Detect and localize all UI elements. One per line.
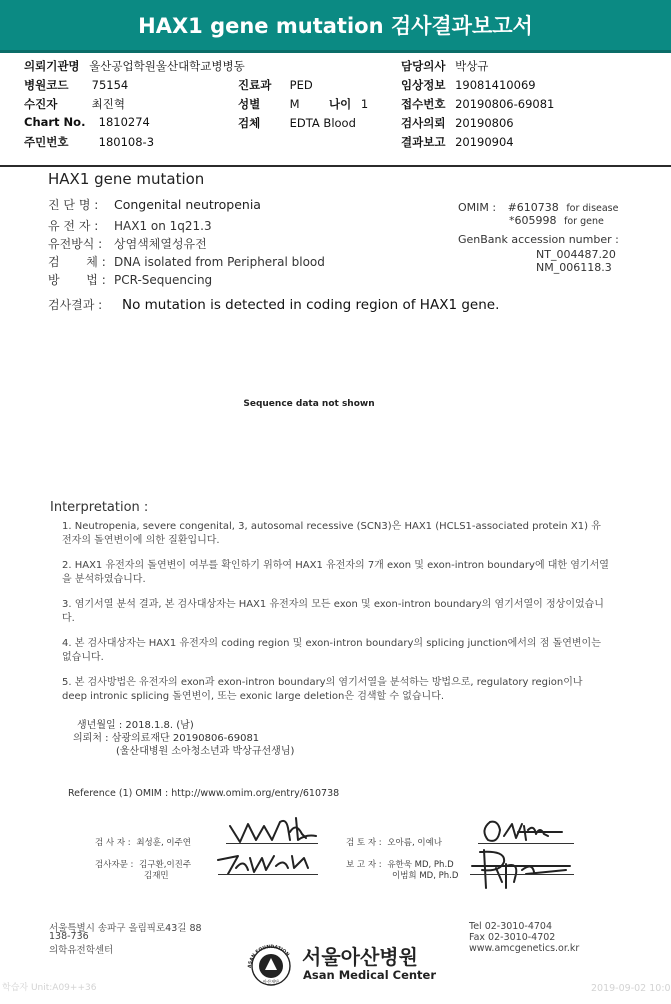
reporter-names-1: 유한욱 MD, Ph.D bbox=[387, 860, 454, 870]
age-value: 1 bbox=[360, 97, 369, 111]
inheritance-value: 상염색체열성유전 bbox=[114, 237, 207, 251]
attending-label: 담당의사 bbox=[401, 59, 446, 73]
attending-value: 박상규 bbox=[455, 59, 489, 73]
reviewer-row bbox=[346, 836, 442, 848]
asan-foundation-logo-icon bbox=[244, 938, 298, 986]
address-line-1: 서울특별시 송파구 올림픽로43길 88 bbox=[49, 923, 202, 934]
patient-field bbox=[24, 96, 125, 112]
sex-value: M bbox=[289, 97, 300, 111]
reviewer-label: 검 토 자 : bbox=[346, 838, 382, 848]
tester-row bbox=[95, 836, 191, 848]
logo-ring-text: ASAN FOUNDATION bbox=[247, 944, 290, 969]
institution-value: 울산공업학원울산대학교병병동 bbox=[89, 59, 245, 73]
address-line-2: 138-736 bbox=[49, 931, 89, 942]
omim-disease bbox=[458, 201, 618, 214]
interpretation-item: 1. Neutropenia, severe congenital, 3, autosomal recessive (SCN3)은 HAX1 (HCLS1-associated protein X1) 유전자의 돌연변이에 의한 질환입니다. bbox=[62, 521, 601, 546]
tester-signature-line bbox=[226, 843, 318, 844]
patient-value: 최진혁 bbox=[91, 97, 125, 111]
watermark-left: 학습자 Unit:A09++36 bbox=[2, 983, 97, 993]
specimen-row-value: DNA isolated from Peripheral blood bbox=[114, 255, 325, 269]
dept-label: 진료과 bbox=[238, 78, 272, 92]
logo-small-text: 아산재단 bbox=[262, 979, 280, 984]
diagnosis-value: Congenital neutropenia bbox=[114, 197, 261, 212]
sequence-note: Sequence data not shown bbox=[243, 399, 375, 409]
requester-sub: (울산대병원 소아청소년과 박상규선생님) bbox=[116, 746, 295, 757]
inheritance-row bbox=[48, 235, 207, 252]
interpretation-list bbox=[62, 520, 610, 703]
rrn-value: 180108-3 bbox=[98, 135, 155, 149]
omim-label: OMIM : bbox=[458, 201, 497, 214]
method-row bbox=[48, 271, 212, 288]
sex-field bbox=[238, 96, 300, 112]
center-name-english: Asan Medical Center bbox=[303, 968, 437, 982]
request-label: 검사의뢰 bbox=[401, 116, 446, 130]
report-title: HAX1 gene mutation 검사결과보고서 bbox=[0, 0, 671, 50]
chart-value: 1810274 bbox=[98, 115, 150, 129]
omim-gene bbox=[509, 214, 604, 227]
request-value: 20190806 bbox=[455, 116, 514, 130]
center-name-korean: 서울아산병원 bbox=[302, 945, 418, 969]
sex-label: 성별 bbox=[238, 97, 261, 111]
report-heading: HAX1 gene mutation bbox=[48, 170, 205, 188]
reporter-signature-line bbox=[470, 874, 574, 875]
receipt-value: 20190806-69081 bbox=[455, 97, 555, 111]
patient-label: 수진자 bbox=[24, 97, 58, 111]
assistant-names-1: 김구환,이진주 bbox=[139, 860, 192, 870]
assistant-names-2: 김재민 bbox=[144, 871, 169, 881]
report-date-field bbox=[401, 134, 514, 150]
header-divider bbox=[0, 165, 671, 167]
rrn-label: 주민번호 bbox=[24, 135, 69, 149]
report-date-label: 결과보고 bbox=[401, 135, 446, 149]
watermark-right: 2019-09-02 10:0 bbox=[591, 983, 671, 994]
age-field bbox=[329, 96, 368, 112]
address-line-3: 의학유전학센터 bbox=[49, 945, 114, 956]
tester-signature bbox=[226, 814, 326, 850]
result-value: No mutation is detected in coding region of HAX1 gene. bbox=[122, 297, 500, 313]
hospital-code-label: 병원코드 bbox=[24, 78, 69, 92]
gene-value: HAX1 on 1q21.3 bbox=[114, 219, 212, 233]
tel: Tel 02-3010-4704 bbox=[469, 921, 552, 932]
inheritance-label: 유전방식 : bbox=[48, 237, 103, 251]
rrn-field bbox=[24, 134, 154, 150]
clinical-label: 임상정보 bbox=[401, 78, 446, 92]
reporter-names-2: 이범희 MD, Ph.D bbox=[392, 871, 459, 881]
hospital-code-field bbox=[24, 77, 128, 93]
omim-gene-id: *605998 bbox=[509, 214, 557, 227]
specimen-row-label: 검 체 : bbox=[48, 255, 106, 269]
receipt-label: 접수번호 bbox=[401, 97, 446, 111]
interpretation-item: 5. 본 검사방법은 유전자의 exon과 exon-intron boundary의 염기서열을 분석하는 방법으로, regulatory region이나 deep intronic splicing 돌연변이, 또는 exonic large deletion은 검색할 수 없습니다. bbox=[62, 677, 583, 702]
assistant-label: 검사자문 : bbox=[95, 860, 134, 870]
interpretation-item: 2. HAX1 유전자의 돌연변이 여부를 확인하기 위하여 HAX1 유전자의 7개 exon 및 exon-intron boundary에 대한 염기서열을 분석하였습니다. bbox=[62, 560, 609, 585]
result-label: 검사결과 : bbox=[48, 298, 103, 312]
tester-names: 최성훈, 이주연 bbox=[136, 838, 191, 848]
clinical-field bbox=[401, 77, 536, 93]
title-underline bbox=[0, 50, 671, 53]
diagnosis-row bbox=[48, 196, 261, 213]
interpretation-heading: Interpretation : bbox=[50, 500, 149, 515]
genbank-id-2: NM_006118.3 bbox=[536, 261, 612, 274]
specimen-field bbox=[238, 115, 356, 131]
diagnosis-label: 진 단 명 : bbox=[48, 198, 99, 212]
clinical-value: 19081410069 bbox=[455, 78, 536, 92]
website: www.amcgenetics.or.kr bbox=[469, 943, 580, 954]
dept-field bbox=[238, 77, 313, 93]
request-field bbox=[401, 115, 514, 131]
specimen-label: 검체 bbox=[238, 116, 261, 130]
result-row bbox=[48, 296, 499, 313]
birth-date: 생년월일 : 2018.1.8. (남) bbox=[77, 720, 194, 731]
receipt-field bbox=[401, 96, 554, 112]
omim-gene-note: for gene bbox=[564, 216, 604, 227]
reporter-label: 보 고 자 : bbox=[346, 860, 382, 870]
chart-field bbox=[24, 115, 150, 129]
age-label: 나이 bbox=[329, 97, 352, 111]
omim-disease-id: #610738 bbox=[507, 201, 559, 214]
method-label: 방 법 : bbox=[48, 273, 106, 287]
interpretation-item: 3. 염기서열 분석 결과, 본 검사대상자는 HAX1 유전자의 모든 exon 및 exon-intron boundary의 염기서열이 정상이었습니다. bbox=[62, 599, 604, 624]
method-value: PCR-Sequencing bbox=[114, 273, 213, 287]
genbank-label: GenBank accession number : bbox=[458, 233, 619, 246]
specimen-value: EDTA Blood bbox=[289, 116, 356, 130]
assistant-signature-line bbox=[218, 874, 318, 875]
fax: Fax 02-3010-4702 bbox=[469, 932, 556, 943]
interpretation-item: 4. 본 검사대상자는 HAX1 유전자의 coding region 및 exon-intron boundary의 splicing junction에서의 점 돌연변이는 없습니다. bbox=[62, 638, 601, 663]
requester: 의뢰처 : 삼광의료재단 20190806-69081 bbox=[73, 733, 260, 744]
report-date-value: 20190904 bbox=[455, 135, 514, 149]
attending-field bbox=[401, 58, 488, 74]
reference: Reference (1) OMIM : http://www.omim.org/entry/610738 bbox=[68, 788, 340, 799]
gene-label: 유 전 자 : bbox=[48, 219, 99, 233]
reporter-signature bbox=[466, 844, 576, 892]
institution-label: 의뢰기관명 bbox=[24, 59, 80, 73]
chart-label: Chart No. bbox=[24, 115, 86, 129]
institution-field bbox=[24, 58, 245, 74]
genbank-id-1: NT_004487.20 bbox=[536, 248, 616, 261]
omim-disease-note: for disease bbox=[566, 203, 619, 214]
hospital-code-value: 75154 bbox=[91, 78, 129, 92]
tester-label: 검 사 자 : bbox=[95, 838, 131, 848]
reviewer-names: 오아름, 이예나 bbox=[387, 838, 442, 848]
gene-row bbox=[48, 217, 212, 234]
specimen-row bbox=[48, 253, 325, 270]
dept-value: PED bbox=[289, 78, 313, 92]
